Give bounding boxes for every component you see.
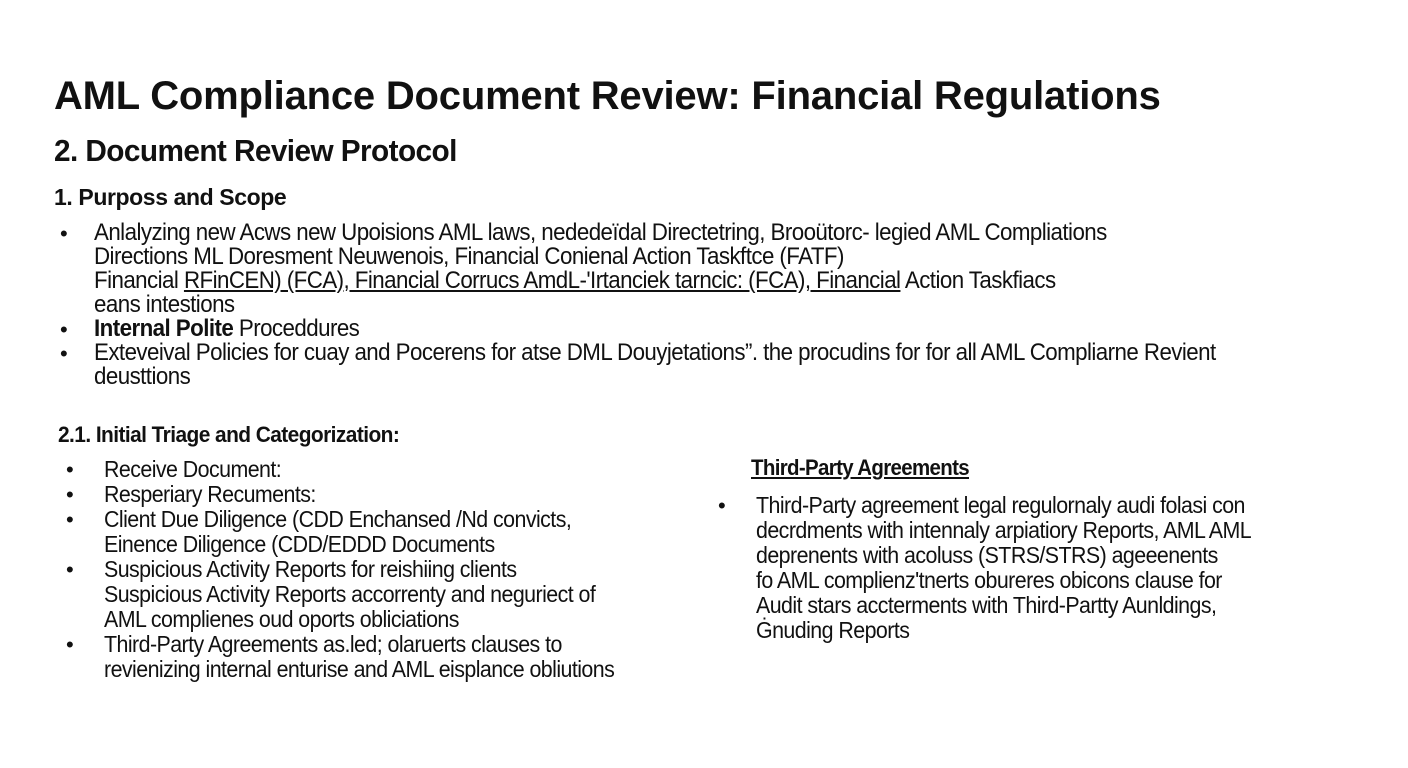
list-line: Resperiary Recuments:: [104, 481, 316, 507]
bullet-icon: •: [66, 557, 74, 582]
purpose-heading: 1. Purposs and Scope: [54, 184, 287, 210]
purpose-item: [60, 221, 1380, 317]
purpose-item: [60, 317, 1380, 341]
list-line: AML complienes oud oports obliciations: [104, 606, 459, 632]
list-line: Third-Party Agreements as.led; olaruerts clauses to: [104, 631, 562, 657]
purpose-list: [60, 221, 1380, 389]
document-title: AML Compliance Document Review: Financial Regulations: [54, 74, 1161, 118]
list-line: Suspicious Activity Reports accorrenty and neguriect of: [104, 581, 596, 607]
list-line: Suspicious Activity Reports for reishiing clients: [104, 556, 517, 582]
list-line: Ġnuding Reports: [756, 617, 910, 643]
list-line: [94, 341, 1290, 365]
list-line: deprenents with acoluss (STRS/STRS) ageeenents: [756, 542, 1218, 568]
list-line: [94, 293, 1290, 317]
list-line: revienizing internal enturise and AML eisplance obliutions: [104, 656, 615, 682]
list-line: [94, 245, 1290, 269]
bullet-icon: •: [718, 493, 726, 518]
bullet-icon: •: [60, 317, 68, 342]
list-line: Einence Diligence (CDD/EDDD Documents: [104, 531, 495, 557]
triage-item: [66, 482, 726, 507]
bullet-icon: •: [66, 482, 74, 507]
purpose-item: [60, 341, 1380, 389]
triage-list: [66, 457, 726, 682]
underlined-reference-link[interactable]: RFinCEN) (FCA), Financial Corrucs AmdL-'Irtanciek tarncic: (FCA), Financial: [183, 267, 901, 294]
bullet-icon: •: [60, 221, 68, 246]
list-line: Client Due Diligence (CDD Enchansed /Nd convicts,: [104, 506, 572, 532]
bullet-icon: •: [60, 341, 68, 366]
triage-item: [66, 507, 726, 557]
text-segment: Exteveival Policies for cuay and Pocerens for atse DML Douyjetations”. the procudins for for all AML Compliarne Revient: [94, 339, 1216, 366]
list-line: decrdments with intennaly arpiatiory Reports, AML AML: [756, 517, 1252, 543]
list-line: Third-Party agreement legal regulornaly audi folasi con: [756, 492, 1245, 518]
text-segment-bold: Internal Polite: [94, 315, 234, 342]
triage-item: [66, 632, 726, 682]
triage-item: [66, 457, 726, 482]
bullet-icon: •: [66, 507, 74, 532]
list-line: [94, 317, 1290, 341]
list-line: Audit stars accterments with Third-Partty Aunldings,: [756, 592, 1217, 618]
list-line: fo AML complienz'tnerts obureres obicons clause for: [756, 567, 1222, 593]
text-segment: deusttions: [94, 363, 191, 390]
text-segment: eans intestions: [94, 291, 235, 318]
list-line: [94, 269, 1290, 293]
text-segment: Anlalyzing new Acws new Upoisions AML laws, nededeïdal Directetring, Brooütorc- legied AML Compliations: [94, 219, 1107, 246]
text-segment: Financial: [94, 267, 184, 294]
triage-heading: 2.1. Initial Triage and Categorization:: [58, 422, 400, 447]
bullet-icon: •: [66, 632, 74, 657]
section-heading: 2. Document Review Protocol: [54, 133, 457, 168]
text-segment: Directions ML Doresment Neuwenois, Financial Conienal Action Taskftce (FATF): [94, 243, 844, 270]
triage-item: [66, 557, 726, 632]
text-segment: Proceddures: [233, 315, 360, 342]
third-party-heading: Third-Party Agreements: [751, 455, 969, 480]
text-segment: Action Taskfiacs: [900, 267, 1056, 294]
bullet-icon: •: [66, 457, 74, 482]
list-line: [94, 221, 1290, 245]
list-line: [94, 365, 1290, 389]
third-party-item: [718, 493, 1378, 643]
third-party-list: [718, 493, 1378, 643]
list-line: Receive Document:: [104, 456, 282, 482]
